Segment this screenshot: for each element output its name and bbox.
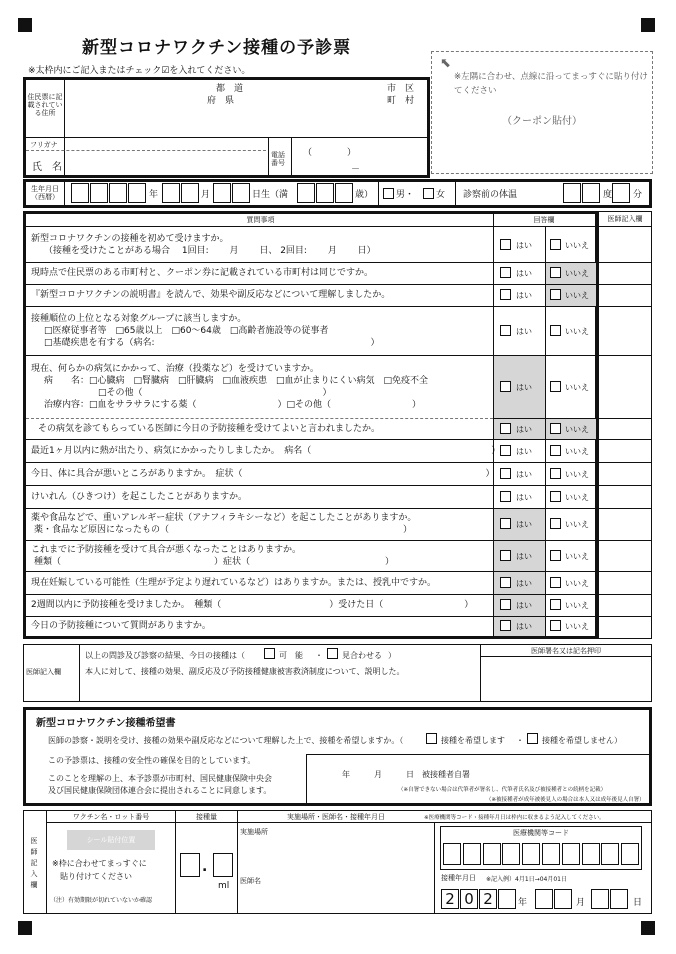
yes-checkbox[interactable] xyxy=(500,550,511,561)
facility-code-digit[interactable] xyxy=(463,843,481,865)
question-11-l2: 種類（ ）症状（ ） xyxy=(34,556,395,567)
no-label: いいえ xyxy=(565,520,589,529)
birth-day-digit[interactable] xyxy=(232,183,250,203)
question-5-l2: 病 名：□心臓病 □腎臓病 □肝臓病 □血液疾患 □血が止まりにくい病気 □免疫不全 xyxy=(44,375,429,386)
explanation-text: 本人に対して、接種の効果、副反応及び予防接種健康被害救済制度について、説明した。 xyxy=(85,667,405,676)
no-checkbox[interactable] xyxy=(550,599,561,610)
registration-mark xyxy=(641,18,655,32)
no-label: いいえ xyxy=(565,382,589,392)
yes-label: はい xyxy=(516,269,532,278)
yes-checkbox[interactable] xyxy=(500,445,511,456)
want-label: 接種を希望します xyxy=(441,736,505,745)
wish-separator: ・ xyxy=(516,736,524,745)
no-label: いいえ xyxy=(565,240,589,250)
registration-mark xyxy=(18,921,32,935)
answer-header: 回答欄 xyxy=(533,216,555,224)
yes-checkbox[interactable] xyxy=(500,267,511,278)
no-checkbox[interactable] xyxy=(550,491,561,502)
no-label: いいえ xyxy=(565,269,589,278)
no-checkbox[interactable] xyxy=(550,518,561,529)
wish-consent-text-2: 及び国民健康保険団体連合会に提出されることに同意します。 xyxy=(48,786,272,795)
question-5-l3: □その他（ ） xyxy=(44,387,332,398)
no-checkbox[interactable] xyxy=(550,423,561,434)
vax-year-unit: 年 xyxy=(518,898,528,908)
question-4-l2: □医療従事者等 □65歳以上 □60～64歳 □高齢者施設等の従事者 xyxy=(44,325,329,336)
page-title: 新型コロナワクチン接種の予診票 xyxy=(82,38,352,58)
vaccine-lot-header: ワクチン名・ロット番号 xyxy=(72,813,150,821)
question-4-l3: □基礎疾患を有する（病名: ） xyxy=(44,337,380,348)
no-label: いいえ xyxy=(565,601,589,610)
birth-year-digit[interactable] xyxy=(109,183,127,203)
temperature-label: 診察前の体温 xyxy=(463,190,518,200)
birth-year-unit: 年 xyxy=(149,190,159,200)
no-label: いいえ xyxy=(565,291,589,300)
birth-year-digit[interactable] xyxy=(90,183,108,203)
yes-label: はい xyxy=(516,326,532,336)
yes-checkbox[interactable] xyxy=(500,325,511,336)
guardian-footnote: （※被接種者が成年被後見人の場合は本人又は成年後見人自署） xyxy=(486,797,645,803)
no-checkbox[interactable] xyxy=(550,577,561,588)
registration-mark xyxy=(641,921,655,935)
yes-label: はい xyxy=(516,578,532,588)
doctor-signature-field[interactable] xyxy=(482,658,650,700)
yes-label: はい xyxy=(516,446,532,456)
yes-checkbox[interactable] xyxy=(500,518,511,529)
seal-note-2: 貼り付けてください xyxy=(60,872,132,881)
female-label: 女 xyxy=(436,190,446,200)
yes-label: はい xyxy=(516,520,532,529)
instruction-note: ※太枠内にご記入またはチェック☑を入れてください。 xyxy=(28,66,251,76)
want-checkbox[interactable] xyxy=(426,733,437,744)
address-field[interactable] xyxy=(66,106,426,136)
assessment-text: 以上の問診及び診察の結果、今日の接種は（ xyxy=(85,651,245,660)
yes-label: はい xyxy=(516,240,532,250)
patient-signature-field[interactable] xyxy=(490,766,645,782)
address-choson: 町 村 xyxy=(387,96,415,106)
no-checkbox[interactable] xyxy=(550,620,561,631)
question-10-l2: 薬・食品など原因になったもの（ ） xyxy=(34,525,413,535)
wish-title: 新型コロナワクチン接種希望書 xyxy=(36,718,176,729)
age-digit[interactable] xyxy=(316,183,334,203)
name-label: 氏 名 xyxy=(32,162,62,173)
question-2-l1: 現時点で住民票のある市町村と、クーポン券に記載されている市町村は同じですか。 xyxy=(31,268,374,278)
record-side-label: 医師記入欄 xyxy=(30,837,38,889)
no-checkbox[interactable] xyxy=(550,381,561,392)
facility-code-digit[interactable] xyxy=(621,843,639,865)
facility-code-digit[interactable] xyxy=(522,843,540,865)
question-8-l1: 今日、体に具合が悪いところがありますか。 症状（ ） xyxy=(31,468,495,479)
not-want-checkbox[interactable] xyxy=(527,733,538,744)
phone-area-code[interactable]: （ ） xyxy=(303,148,359,158)
temp-digit[interactable] xyxy=(563,183,581,203)
yes-checkbox[interactable] xyxy=(500,423,511,434)
no-label: いいえ xyxy=(565,469,589,479)
dose-header: 接種量 xyxy=(196,813,217,821)
no-label: いいえ xyxy=(565,424,589,434)
age-digit[interactable] xyxy=(297,183,315,203)
record-note: ※医療機関等コード・接種年月日は枠内に収まるよう記入してください。 xyxy=(424,815,605,821)
birthdate-label: 生年月日（西暦） xyxy=(31,185,59,201)
yes-label: はい xyxy=(516,622,532,631)
no-checkbox[interactable] xyxy=(550,325,561,336)
temp-fraction-unit: 分 xyxy=(633,190,643,200)
doctor-notes-column xyxy=(598,211,652,639)
no-checkbox[interactable] xyxy=(550,239,561,250)
dose-decimal-box[interactable] xyxy=(213,853,233,877)
question-9-l1: けいれん（ひきつけ）を起こしたことがありますか。 xyxy=(31,491,248,502)
questions-header: 質問事項 xyxy=(246,216,275,224)
yes-checkbox[interactable] xyxy=(500,239,511,250)
vax-month-digit[interactable] xyxy=(554,889,572,909)
male-label: 男・ xyxy=(396,190,415,200)
yes-label: はい xyxy=(516,492,532,502)
dose-integer-box[interactable] xyxy=(180,853,200,877)
date-example: ※記入例）4月1日→04月01日 xyxy=(486,876,567,883)
birth-year-digit[interactable] xyxy=(71,183,89,203)
question-11-l1: これまでに予防接種を受けて具合が悪くなったことはありますか。 xyxy=(31,544,302,555)
birth-month-unit: 月 xyxy=(201,190,211,200)
birth-month-digit[interactable] xyxy=(162,183,180,203)
yes-label: はい xyxy=(516,601,532,610)
question-3-l1: 『新型コロナワクチンの説明書』を読んで、効果や副反応などについて理解しましたか。 xyxy=(31,290,391,300)
yes-checkbox[interactable] xyxy=(500,381,511,392)
question-12-l1: 現在妊娠している可能性（生理が予定より遅れているなど）はありますか。または、授乳中ですか。 xyxy=(31,577,437,588)
question-1-l1: 新型コロナワクチンの接種を初めて受けますか。 xyxy=(31,233,229,244)
yes-label: はい xyxy=(516,382,532,392)
yes-label: はい xyxy=(516,469,532,479)
signature-date-label: 年 月 日 被接種者自署 xyxy=(342,770,470,779)
yes-checkbox[interactable] xyxy=(500,577,511,588)
no-checkbox[interactable] xyxy=(550,445,561,456)
no-label: いいえ xyxy=(565,326,589,336)
address-fuken: 府 県 xyxy=(207,96,235,106)
assessment-close-paren: ） xyxy=(388,651,396,660)
facility-code-digit[interactable] xyxy=(542,843,560,865)
seal-position[interactable]: シール貼付位置 xyxy=(67,830,155,850)
birth-day-unit: 日生（満 xyxy=(252,190,289,200)
no-checkbox[interactable] xyxy=(550,550,561,561)
corner-arrow-icon: ⬉ xyxy=(440,56,451,71)
vax-day-digit[interactable] xyxy=(610,889,628,909)
no-label: いいえ xyxy=(565,446,589,456)
doctor-assessment-label: 医師記入欄 xyxy=(26,668,61,676)
vax-year-digit[interactable]: 0 xyxy=(460,889,478,909)
proxy-footnote: （※自署できない場合は代筆者が署名し、代筆者氏名及び被接種者との続柄を記載） xyxy=(398,787,607,793)
doctor-column-header: 医師記入欄 xyxy=(607,215,643,223)
wish-purpose-text: この予診票は、接種の安全性の確保を目的としています。 xyxy=(48,756,256,765)
doctor-name-label: 医師名 xyxy=(240,877,261,885)
birth-year-digit[interactable] xyxy=(128,183,146,203)
wish-consent-text: このことを理解の上、本予診票が市町村、国民健康保険中央会 xyxy=(48,774,272,783)
no-label: いいえ xyxy=(565,492,589,502)
seal-note: ※枠に合わせてまっすぐに xyxy=(52,859,147,868)
expiry-note: （注）有効期限が切れていないか確認 xyxy=(50,897,153,904)
vax-year-digit[interactable] xyxy=(498,889,516,909)
facility-code-digit[interactable] xyxy=(582,843,600,865)
facility-code-label: 医療機関等コード xyxy=(513,829,569,837)
yes-label: はい xyxy=(516,291,532,300)
yes-checkbox[interactable] xyxy=(500,599,511,610)
question-14-l1: 今日の予防接種について質問がありますか。 xyxy=(31,621,211,631)
temp-degree-unit: 度 xyxy=(603,190,613,200)
question-6-l1: その病気を診てもらっている医師に今日の予防接種を受けてよいと言われましたか。 xyxy=(38,423,381,434)
phone-number[interactable]: － xyxy=(351,165,361,175)
address-label: 住民票に記載されている住所 xyxy=(27,93,63,117)
yes-checkbox[interactable] xyxy=(500,289,511,300)
no-checkbox[interactable] xyxy=(550,468,561,479)
no-label: いいえ xyxy=(565,578,589,588)
question-10-l1: 薬や食品などで、重いアレルギー症状（アナフィラキシーなど）を起こしたことがありますか。 xyxy=(31,513,417,523)
possible-label: 可 能 xyxy=(279,651,303,660)
birth-month-digit[interactable] xyxy=(181,183,199,203)
temp-decimal-digit[interactable] xyxy=(612,183,630,203)
question-13-l1: 2週間以内に予防接種を受けましたか。 種類（ ）受けた日（ ） xyxy=(31,600,474,610)
no-checkbox[interactable] xyxy=(550,289,561,300)
vax-day-unit: 日 xyxy=(633,898,643,908)
question-7-l1: 最近1ヶ月以内に熱が出たり、病気にかかったりしましたか。 病名（ ） xyxy=(31,445,501,456)
facility-code-digit[interactable] xyxy=(601,843,619,865)
yes-label: はい xyxy=(516,551,532,561)
male-checkbox[interactable] xyxy=(383,188,394,199)
decimal-point: . xyxy=(202,859,208,875)
yes-checkbox[interactable] xyxy=(500,468,511,479)
no-label: いいえ xyxy=(565,551,589,561)
registration-mark xyxy=(18,18,32,32)
doctor-signature-label: 医師署名又は記名押印 xyxy=(531,647,601,655)
female-checkbox[interactable] xyxy=(423,188,434,199)
question-1-l2: （接種を受けたことがある場合 1回目: 月 日、 2回目: 月 日） xyxy=(44,245,376,256)
facility-code-digit[interactable] xyxy=(502,843,520,865)
birth-day-digit[interactable] xyxy=(213,183,231,203)
address-todo: 都 道 xyxy=(216,84,244,94)
vax-year-digit[interactable]: 2 xyxy=(441,889,459,909)
vax-month-digit[interactable] xyxy=(535,889,553,909)
coupon-label: （クーポン貼付） xyxy=(502,116,582,127)
yes-checkbox[interactable] xyxy=(500,620,511,631)
coupon-instruction: ※左隅に合わせ、点線に沿ってまっすぐに貼り付けてください xyxy=(454,72,648,96)
not-want-label: 接種を希望しません） xyxy=(542,736,622,745)
age-unit: 歳） xyxy=(355,190,374,200)
no-label: いいえ xyxy=(565,622,589,631)
assessment-separator: ・ xyxy=(315,651,323,660)
postpone-label: 見合わせる xyxy=(342,651,382,660)
coupon-area[interactable] xyxy=(431,51,653,174)
place-header: 実施場所・医師名・接種年月日 xyxy=(287,813,385,821)
dose-unit: ml xyxy=(218,881,230,891)
vax-month-unit: 月 xyxy=(576,898,586,908)
address-shiku: 市 区 xyxy=(387,84,415,94)
name-field[interactable] xyxy=(66,150,266,176)
furigana-label: フリガナ xyxy=(30,141,58,149)
yes-checkbox[interactable] xyxy=(500,491,511,502)
temp-digit[interactable] xyxy=(582,183,600,203)
wish-question: 医師の診察・説明を受け、接種の効果や副反応などについて理解した上で、接種を希望しますか。（ xyxy=(48,736,404,745)
vaccination-date-label: 接種年月日 xyxy=(441,874,476,882)
facility-code-digit[interactable] xyxy=(483,843,501,865)
question-4-l1: 接種順位の上位となる対象グループに該当しますか。 xyxy=(31,313,247,324)
yes-label: はい xyxy=(516,424,532,434)
no-checkbox[interactable] xyxy=(550,267,561,278)
place-label: 実施場所 xyxy=(240,828,268,836)
vax-day-digit[interactable] xyxy=(591,889,609,909)
facility-code-digit[interactable] xyxy=(562,843,580,865)
age-digit[interactable] xyxy=(335,183,353,203)
question-5-l4: 治療内容：□血をサラサラにする薬（ ）□その他（ ） xyxy=(44,399,422,410)
postpone-checkbox[interactable] xyxy=(327,648,338,659)
possible-checkbox[interactable] xyxy=(264,648,275,659)
phone-label: 電話番号 xyxy=(271,151,285,167)
question-5-l1: 現在、何らかの病気にかかって、治療（投薬など）を受けていますか。 xyxy=(31,363,319,374)
vax-year-digit[interactable]: 2 xyxy=(479,889,497,909)
facility-code-digit[interactable] xyxy=(443,843,461,865)
